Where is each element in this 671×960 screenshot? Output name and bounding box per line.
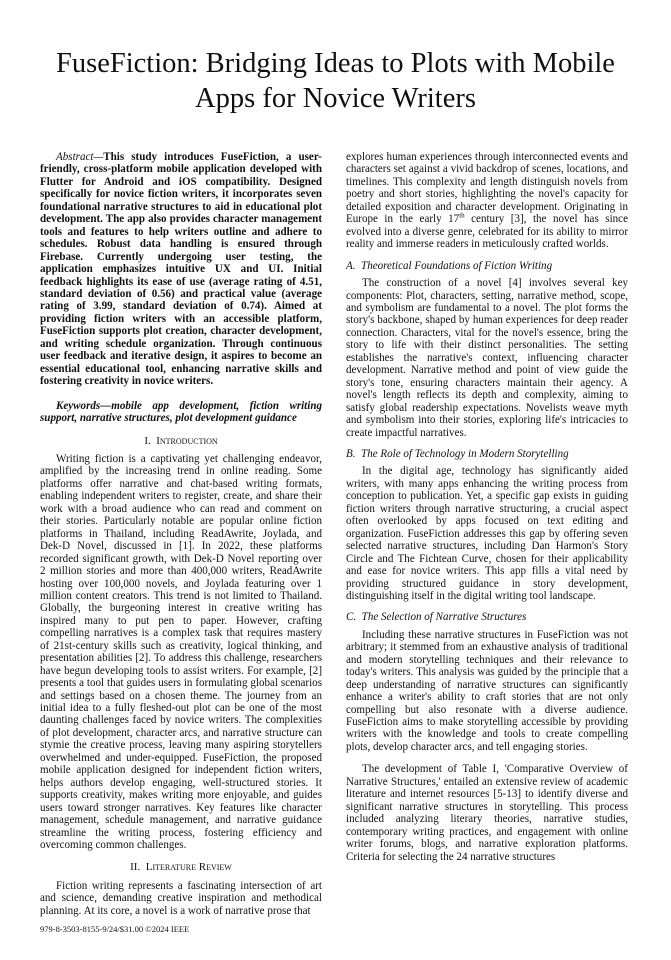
section-heading-literature-review	[40, 861, 322, 873]
subsection-b-paragraph: In the digital age, technology has significantly aided writers, with many apps enhancing the writing process from conception to publication. Yet, a specific gap exists in guiding fiction writers through narrative structuring, a crucial aspect often overlooked by apps focused on text editing and organization. FuseFiction addresses this gap by offering seven selected narrative structures, including Dan Harmon's Story Circle and The Fichtean Curve, chosen for their applicability and ease for novice writers. This app fills a vital need by providing structured guidance in story development, distinguishing itself in the digital writing tool landscape.	[346, 465, 628, 602]
intro-paragraph: Writing fiction is a captivating yet challenging endeavor, amplified by the increasing trend in online reading. Some platforms offer narrative and chat-based writing formats, enabling independent writers to register, create, and share their work with a broad audience who can read and comment on their stories. Particularly notable are popular online fiction platforms in Thailand, including ReadAwrite, Joylada, and Dek-D Novel, discussed in [1]. In 2022, these platforms recorded significant growth, with Dek-D Novel reporting over 2 million stories and more than 400,000 writers, ReadAwrite hosting over 100,000 novels, and Joylada featuring over 1 million content creators. This trend is not limited to Thailand. Globally, the burgeoning interest in creative writing has inspired many to put pen to paper. However, crafting compelling narratives is a complex task that requires mastery of 21st-century skills such as creativity, logical thinking, and presentation abilities [2]. To address this challenge, researchers have begun developing tools to assist writers. For example, [2] presents a tool that guides users in formulating global scenarios and settings based on a chosen theme. The journey from an initial idea to a fully fleshed-out plot can be one of the most daunting challenges faced by novice writers. The complexities of plot development, character arcs, and narrative structure can stymie the creative process, leaving many aspiring storytellers overwhelmed and under-equipped. FuseFiction, the proposed mobile application designed for independent fiction writers, helps authors develop engaging, well-structured stories. It supports creativity, makes writing more enjoyable, and guides users toward stronger narratives. Key features like character management, schedule management, and narrative guidance streamline the writing process, fostering efficiency and overcoming common challenges.	[40, 452, 322, 852]
subsection-heading-a	[346, 260, 628, 272]
subsection-a-paragraph: The construction of a novel [4] involves several key components: Plot, characters, setting, narrative method, scope, and symbolism are fundamental to a novel. The plot forms the story's backbone, shaped by human experiences for deep reader connection. Characters, vital for the novel's essence, bring the story to life with their distinct personalities. The setting establishes the narrative's context, influencing character development. Narrative method and point of view guide the story's tone, ensuring characters maintain their agency. A novel's length reflects its depth and complexity, aiming to satisfy global readership expectations. Novelists weave myth and symbolism into their stories, exploring life's intricacies to create impactful narratives.	[346, 277, 628, 439]
text-run: century [3], the novel has since evolved into a diverse genre, celebrated for its ability to mirror reality and immerse readers in meticulously crafted worlds.	[346, 213, 628, 251]
literature-paragraph-continued	[346, 151, 628, 251]
subsection-title: The Selection of Narrative Structures	[361, 611, 527, 624]
literature-paragraph: Fiction writing represents a fascinating intersection of art and science, demanding creative inspiration and methodical planning. At its core, a novel is a work of narrative prose that	[40, 879, 322, 917]
subsection-label: A.	[346, 259, 356, 272]
subsection-c-paragraph-1: Including these narrative structures in FuseFiction was not arbitrary; it stemmed from an exhaustive analysis of traditional and modern storytelling techniques and their relevance to today's writers. This analysis was guided by the principle that a deep understanding of narrative structures can significantly enhance a writer's ability to craft stories that are not only compelling but also resonate with a diverse audience. FuseFiction aims to make storytelling accessible by providing writers with the knowledge and tools to create compelling plots, develop character arcs, and tell engaging stories.	[346, 628, 628, 753]
section-title: Introduction	[156, 434, 218, 447]
left-column	[40, 151, 322, 917]
section-heading-introduction	[40, 435, 322, 447]
section-numeral: I.	[144, 434, 151, 447]
subsection-title: Theoretical Foundations of Fiction Writing	[361, 259, 553, 272]
right-column	[346, 151, 628, 863]
subsection-c-paragraph-2: The development of Table I, 'Comparative Overview of Narrative Structures,' entailed an extensive review of academic literature and internet resources [5-13] to identify diverse and significant narrative structures in storytelling. This process included analyzing literary theories, narrative studies, contemporary writing practices, and engagement with online writer forums, blogs, and narrative exploration platforms. Criteria for selecting the 24 narrative structures	[346, 763, 628, 863]
text-run: explores human experiences through interconnected events and characters set against a vivid backdrop of scenes, locations, and timelines. This complexity and length distinguish novels from poetry and short stories, highlighting the novel's capacity for detailed exposition and character development. Originating in Europe in the early 17	[346, 151, 628, 226]
keywords	[40, 400, 322, 425]
subsection-label: B.	[346, 447, 356, 460]
abstract-label: Abstract—	[56, 151, 104, 163]
section-numeral: II.	[130, 861, 141, 874]
paper-title: FuseFiction: Bridging Ideas to Plots with Mobile Apps for Novice Writers	[56, 48, 615, 114]
keywords-text: mobile app development, fiction writing support, narrative structures, plot development guidance	[40, 399, 322, 425]
subsection-heading-c	[346, 611, 628, 623]
subsection-heading-b	[346, 448, 628, 460]
superscript: th	[459, 211, 465, 220]
abstract	[40, 151, 322, 388]
keywords-label: Keywords—	[56, 399, 112, 412]
section-title: Literature Review	[145, 861, 232, 874]
copyright-footer: 979-8-3503-8155-9/24/$31.00 ©2024 IEEE	[40, 924, 190, 934]
abstract-text: This study introduces FuseFiction, a user-friendly, cross-platform mobile application developed with Flutter for Android and iOS compatibility. Designed specifically for novice fiction writers, it incorporates seven foundational narrative structures to aid in educational plot development. The app also provides character management tools and features to help writers outline and adhere to schedules. Robust data handling is ensured through Firebase. Currently undergoing user testing, the application emphasizes intuitive UX and UI. Initial feedback highlights its ease of use (average rating of 4.51, standard deviation of 0.56) and practical value (average rating of 3.99, standard deviation of 0.74). Aimed at providing fiction writers with an accessible platform, FuseFiction supports plot creation, character development, and writing schedule organization. Through continuous user feedback and iterative design, it aspires to become an essential educational tool, enhancing narrative skills and fostering creativity in novice writers.	[40, 151, 322, 388]
subsection-title: The Role of Technology in Modern Storytelling	[361, 447, 569, 460]
subsection-label: C.	[346, 611, 357, 624]
